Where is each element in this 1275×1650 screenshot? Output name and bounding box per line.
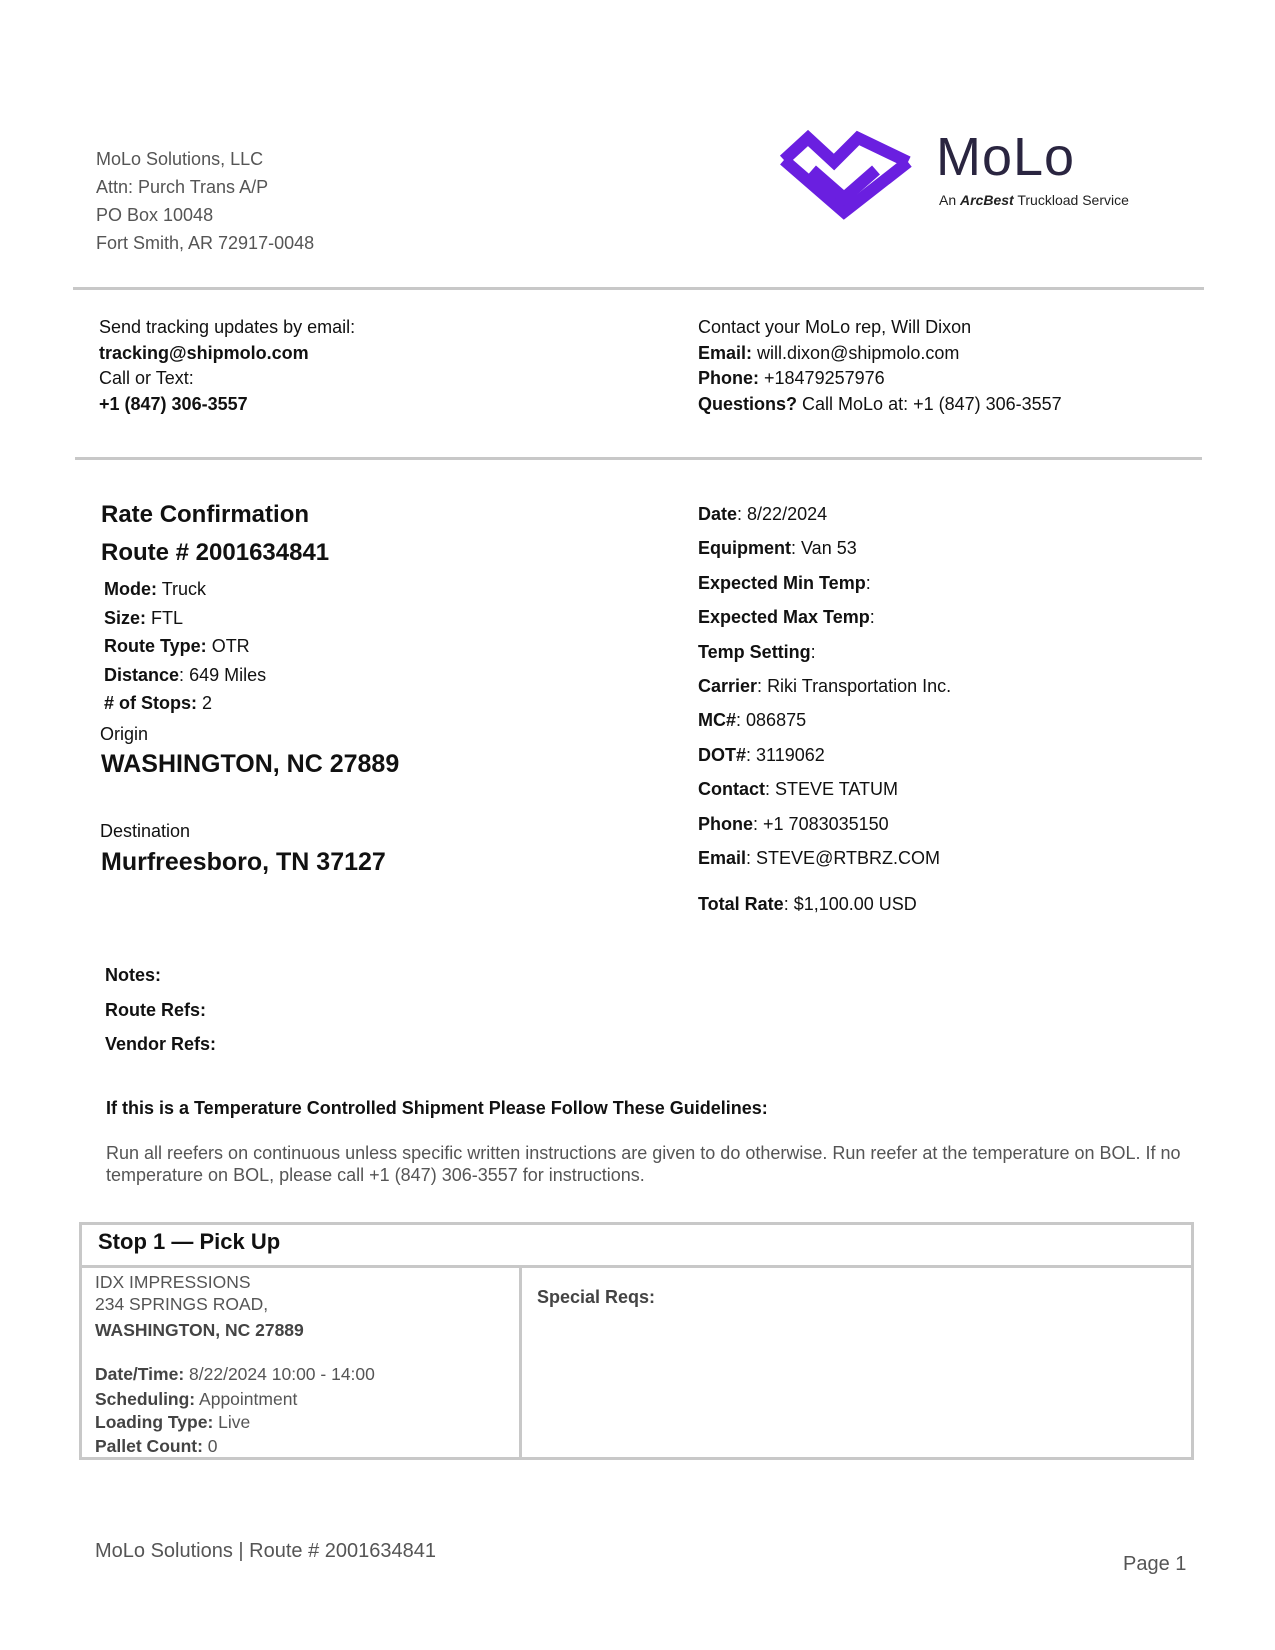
- stop-1-pallet-label: Pallet Count:: [95, 1436, 203, 1456]
- contact-row: Contact: STEVE TATUM: [698, 779, 899, 800]
- contact-label: Contact: [698, 779, 765, 800]
- rep-block: [698, 315, 1062, 417]
- date-label: Date: [698, 504, 738, 524]
- stop-1-datetime: 8/22/2024 10:00 - 14:00: [189, 1364, 375, 1384]
- stop-1-spacer: [95, 1345, 375, 1361]
- equipment-value: Van 53: [801, 538, 857, 559]
- stop-1-special-reqs-label: Special Reqs:: [537, 1287, 656, 1307]
- logo-tagline-prefix: An: [939, 192, 957, 208]
- tracking-call-label: Call or Text:: [99, 368, 194, 388]
- mc-value: 086875: [746, 710, 807, 731]
- rep-questions-row: [698, 392, 1062, 418]
- temp-setting-label: Temp Setting: [698, 641, 811, 662]
- route-type-label: Route Type:: [104, 636, 207, 656]
- vendor-refs-label: Vendor Refs:: [105, 1034, 217, 1054]
- carrier-email-row: Email: STEVE@RTBRZ.COM: [698, 848, 941, 869]
- dot-label: DOT#: [698, 744, 747, 765]
- guidelines-body: Run all reefers on continuous unless specific written instructions are given to do otherwise. Run reefer at the temperature on BOL. If no temperature on BOL, please call +1 (847) 306-3557 for instructions.: [106, 1143, 1181, 1185]
- molo-logo-mark-icon: [778, 128, 918, 220]
- min-temp-label: Expected Min Temp: [698, 572, 866, 593]
- stop-1-title: Stop 1 — Pick Up: [98, 1229, 281, 1254]
- notes-block: [105, 958, 216, 1062]
- route-summary: [104, 575, 266, 718]
- contact-value: STEVE TATUM: [775, 779, 899, 800]
- destination-label: Destination: [100, 821, 191, 841]
- date-value: 8/22/2024: [747, 504, 828, 524]
- carrier-label: Carrier: [698, 676, 758, 697]
- rep-phone: +18479257976: [764, 368, 885, 388]
- guidelines-heading: If this is a Temperature Controlled Shipment Please Follow These Guidelines:: [106, 1098, 768, 1118]
- page-title: Rate Confirmation: [101, 501, 310, 528]
- stop-1-pallet-row: [95, 1433, 375, 1459]
- stop-1-scheduling-label: Scheduling:: [95, 1389, 196, 1409]
- stop-1-header: [82, 1225, 1191, 1268]
- route-type-row: [104, 632, 266, 661]
- sender-address: [96, 145, 314, 257]
- stop-1-city: WASHINGTON, NC 27889: [95, 1320, 304, 1340]
- stop-1-datetime-row: [95, 1361, 375, 1387]
- origin-city: WASHINGTON, NC 27889: [101, 750, 400, 778]
- stop-1-scheduling-row: [95, 1387, 375, 1411]
- carrier-value: Riki Transportation Inc.: [767, 676, 952, 697]
- rep-phone-label: Phone:: [698, 368, 759, 388]
- size-value: FTL: [151, 607, 184, 628]
- mc-row: MC#: 086875: [698, 710, 807, 731]
- footer-page-number: Page 1: [1123, 1553, 1187, 1575]
- size-row: [104, 604, 266, 633]
- sender-line-2: Attn: Purch Trans A/P: [96, 177, 269, 197]
- size-label: Size:: [104, 607, 147, 628]
- total-rate-row: Total Rate: $1,100.00 USD: [698, 894, 917, 915]
- stop-1-column-divider: [519, 1268, 522, 1457]
- rep-email-row: [698, 341, 1062, 367]
- sender-line-1: MoLo Solutions, LLC: [96, 149, 264, 169]
- carrier-row: Carrier: Riki Transportation Inc.: [698, 676, 952, 697]
- temp-setting-row: Temp Setting:: [698, 641, 816, 662]
- carrier-phone-value: +1 7083035150: [763, 813, 889, 834]
- stops-label: # of Stops:: [104, 693, 197, 713]
- stop-1-pallet: 0: [207, 1436, 218, 1456]
- logo-tagline-suffix: Truckload Service: [1017, 192, 1129, 208]
- equipment-row: Equipment: Van 53: [698, 538, 857, 559]
- stops-value: 2: [202, 693, 213, 713]
- tracking-phone: +1 (847) 306-3557: [99, 393, 248, 414]
- sender-line-4: Fort Smith, AR 72917-0048: [96, 233, 315, 253]
- stops-row: [104, 689, 266, 718]
- stop-1-loading-row: [95, 1411, 375, 1433]
- mode-label: Mode:: [104, 579, 157, 599]
- stop-1-loading-label: Loading Type:: [95, 1412, 214, 1432]
- carrier-phone-label: Phone: [698, 813, 754, 834]
- distance-value: 649 Miles: [189, 664, 267, 685]
- stop-1-street: 234 SPRINGS ROAD,: [95, 1294, 269, 1314]
- total-rate-value: $1,100.00 USD: [793, 894, 917, 915]
- rep-email: will.dixon@shipmolo.com: [757, 342, 960, 363]
- sender-line-3: PO Box 10048: [96, 205, 214, 225]
- mode-row: [104, 575, 266, 604]
- date-row: Date: 8/22/2024: [698, 504, 828, 524]
- rep-email-label: Email:: [698, 342, 753, 363]
- tracking-block: [99, 315, 355, 417]
- shipment-details: [698, 497, 951, 922]
- header-divider: [73, 287, 1204, 290]
- contact-divider: [75, 457, 1202, 460]
- logo-wordmark: MoLo: [936, 127, 1076, 187]
- distance-row: Distance: 649 Miles: [104, 664, 267, 685]
- route-number: Route # 2001634841: [101, 539, 330, 566]
- molo-logo: [778, 128, 1148, 220]
- tracking-email: tracking@shipmolo.com: [99, 342, 309, 363]
- rep-phone-row: [698, 366, 1062, 392]
- rep-intro: Contact your MoLo rep, Will Dixon: [698, 317, 972, 337]
- min-temp-row: Expected Min Temp:: [698, 572, 871, 593]
- stop-1-datetime-label: Date/Time:: [95, 1364, 185, 1384]
- stop-1-table: [79, 1222, 1194, 1460]
- mode-value: Truck: [161, 579, 207, 599]
- destination-city: Murfreesboro, TN 37127: [101, 848, 386, 876]
- max-temp-row: Expected Max Temp:: [698, 607, 875, 628]
- equipment-label: Equipment: [698, 538, 791, 559]
- carrier-email-value: STEVE@RTBRZ.COM: [756, 848, 941, 869]
- stop-1-loading: Live: [218, 1412, 251, 1432]
- route-refs-label: Route Refs:: [105, 999, 207, 1020]
- logo-tagline: [939, 192, 1129, 208]
- rep-questions-text: Call MoLo at: +1 (847) 306-3557: [802, 393, 1062, 414]
- distance-label: Distance: [104, 664, 180, 685]
- dot-value: 3119062: [756, 744, 825, 765]
- carrier-phone-row: Phone: +1 7083035150: [698, 813, 889, 834]
- stop-1-address: [95, 1271, 375, 1459]
- carrier-email-label: Email: [698, 848, 747, 869]
- dot-row: DOT#: 3119062: [698, 744, 825, 765]
- stop-1-scheduling: Appointment: [199, 1389, 298, 1409]
- route-type-value: OTR: [211, 636, 250, 656]
- rep-questions-label: Questions?: [698, 393, 798, 414]
- origin-label: Origin: [100, 724, 149, 744]
- max-temp-label: Expected Max Temp: [698, 607, 870, 628]
- footer-route: MoLo Solutions | Route # 2001634841: [95, 1540, 437, 1562]
- total-rate-label: Total Rate: [698, 894, 784, 915]
- stop-1-company: IDX IMPRESSIONS: [95, 1272, 251, 1292]
- logo-tagline-brand: ArcBest: [960, 192, 1014, 208]
- mc-label: MC#: [698, 710, 737, 731]
- notes-label: Notes:: [105, 965, 162, 985]
- tracking-email-label: Send tracking updates by email:: [99, 317, 356, 337]
